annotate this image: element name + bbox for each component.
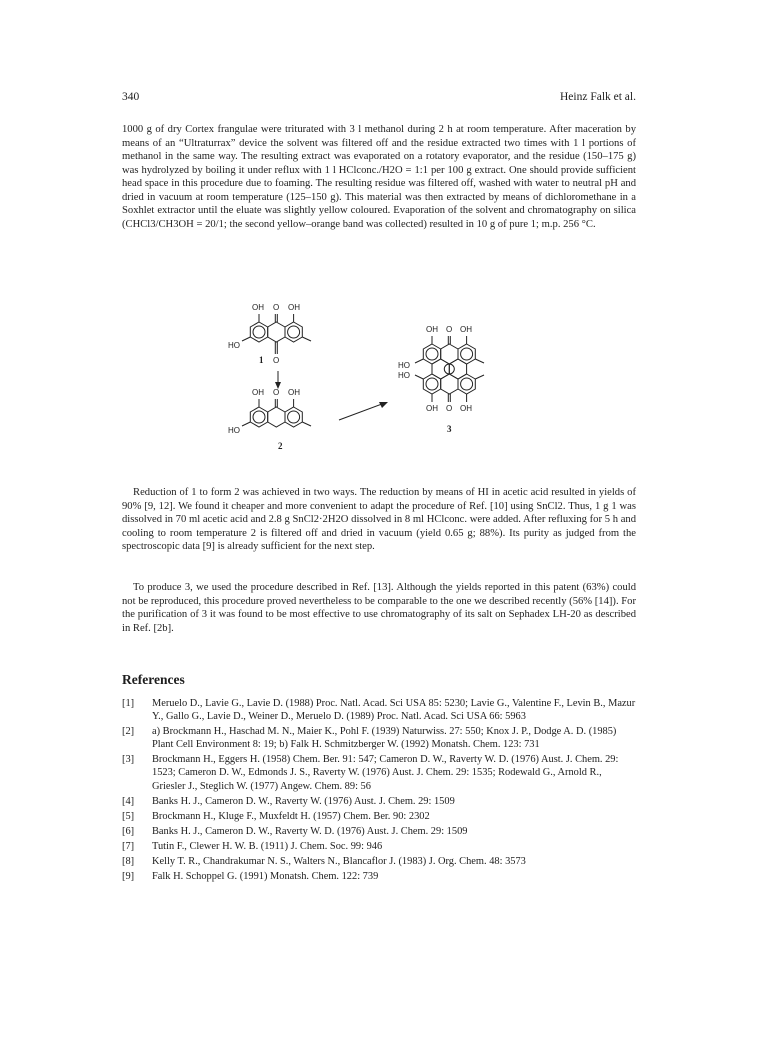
reference-number: [3] xyxy=(122,754,135,766)
reference-number: [9] xyxy=(122,871,135,883)
reference-item xyxy=(122,810,636,823)
ho-label: HO xyxy=(228,426,240,435)
chemical-structures-figure xyxy=(222,292,522,462)
reference-text: a) Brockmann H., Haschad M. N., Maier K., Pohl F. (1939) Naturwiss. 27: 550; Knox J. P., Dodge A. D. (1985) Plant Cell Environment 8: 19; b) Falk H. Schmitzberger W. (1992) Monatsh. Chem. 123: 731 xyxy=(152,726,617,751)
ho-label: HO xyxy=(228,341,240,350)
paragraph-isolation: 1000 g of dry Cortex frangulae were triturated with 3 l methanol during 2 h at room temperature. After maceration by means of an “Ultraturrax” device the solvent was filtered off and the residue extracted two times with 1 l portions of methanol in the same way. The resulting extract was evaporated on a rotatory evaporator, and the residue (150–175 g) was hydrolyzed by boiling it under reflux with 1 l HClconc./H2O = 1:1 per 100 g extract. One should provide sufficient head space in this procedure due to foaming. The resulting residue was filtered off, washed with water to neutral pH and dried in vacuum at room temperature (125–150 g). This material was then extracted by means of dichloromethane in a Soxhlet extractor until the eluate was slightly yellow coloured. Evaporation of the solvent and chromatography on silica (CHCl3/CH3OH = 20/1; the second yellow–orange band was collected) resulted in 10 g of pure 1; m.p. 256 °C. xyxy=(122,124,636,230)
paragraph-reduction: Reduction of 1 to form 2 was achieved in two ways. The reduction by means of HI in acetic acid resulted in yields of 90% [9, 12]. We found it cheaper and more convenient to adapt the procedure of Ref. [10] using SnCl2. Thus, 1 g 1 was dissolved in 70 ml acetic acid and 2.8 g SnCl2·2H2O dissolved in 8 ml HClconc. were added. After refluxing for 5 h and cooling to room temperature 2 is filtered off and dried in vacuum (yield 0.65 g; 88%). Its purity as judged from the spectroscopic data [9] is already sufficient for the next step. xyxy=(122,487,636,552)
reference-item xyxy=(122,795,636,808)
oh-label: OH xyxy=(252,303,264,312)
reference-number: [5] xyxy=(122,810,135,822)
ho-label: HO xyxy=(398,361,410,370)
reference-text: Banks H. J., Cameron D. W., Raverty W. (1976) Aust. J. Chem. 29: 1509 xyxy=(152,795,455,807)
reference-text: Meruelo D., Lavie G., Lavie D. (1988) Proc. Natl. Acad. Sci USA 85: 5230; Lavie G., Valentine F., Levin B., Mazur Y., Gallo G., Lavie D., Weiner D., Meruelo D. (1989) Proc. Natl. Acad. Sci USA 66: 5963 xyxy=(152,698,636,723)
oh-label: OH xyxy=(252,388,264,397)
oh-label: OH xyxy=(460,325,472,334)
reference-text: Tutin F., Clewer H. W. B. (1911) J. Chem. Soc. 99: 946 xyxy=(152,840,383,852)
reference-number: [7] xyxy=(122,840,135,852)
oh-label: OH xyxy=(426,404,438,413)
oh-label: OH xyxy=(288,303,300,312)
compound-3-label: 3 xyxy=(447,424,452,434)
references-heading: References xyxy=(122,672,185,687)
o-label: O xyxy=(446,325,453,334)
compound-3-rings xyxy=(415,336,484,402)
o-label: O xyxy=(273,303,280,312)
o-label: O xyxy=(446,404,453,413)
arrow-right-line xyxy=(339,404,382,420)
reference-item xyxy=(122,825,636,838)
reference-number: [2] xyxy=(122,726,135,738)
oh-label: OH xyxy=(426,325,438,334)
oh-label: OH xyxy=(288,388,300,397)
reference-item xyxy=(122,840,636,853)
page-header xyxy=(122,91,636,107)
compound-1-label: 1 xyxy=(259,355,264,365)
reference-item xyxy=(122,753,636,792)
reference-list xyxy=(122,697,636,885)
page-number: 340 xyxy=(122,91,140,103)
reference-number: [8] xyxy=(122,856,135,868)
reference-text: Banks H. J., Cameron D. W., Raverty W. D. (1976) Aust. J. Chem. 29: 1509 xyxy=(152,825,468,837)
o-label: O xyxy=(273,388,280,397)
reference-text: Kelly T. R., Chandrakumar N. S., Walters N., Blancaflor J. (1983) J. Org. Chem. 48: 3573 xyxy=(152,856,526,868)
reference-text: Brockmann H., Kluge F., Muxfeldt H. (1957) Chem. Ber. 90: 2302 xyxy=(152,810,430,822)
reference-text: Brockmann H., Eggers H. (1958) Chem. Ber. 91: 547; Cameron D. W., Raverty W. D. (1976) Aust. J. Chem. 29: 1523; Cameron D. W., Edmonds J. S., Raverty W. (1976) Aust. J. Chem. 29: 1535; Rodewald G., Arnold R., Griesler J., Steglich W. (1977) Angew. Chem. 89: 56 xyxy=(152,754,619,792)
compound-2-rings xyxy=(242,399,311,427)
o-label: O xyxy=(273,356,280,365)
oh-label: OH xyxy=(460,404,472,413)
reference-text: Falk H. Schoppel G. (1991) Monatsh. Chem. 122: 739 xyxy=(152,871,379,883)
reference-number: [1] xyxy=(122,698,135,709)
reference-item xyxy=(122,855,636,868)
compound-2-label: 2 xyxy=(278,441,283,451)
reference-item xyxy=(122,870,636,883)
compound-1-rings xyxy=(242,314,311,354)
reference-number: [4] xyxy=(122,795,135,807)
reference-number: [6] xyxy=(122,825,135,837)
running-head: Heinz Falk et al. xyxy=(559,91,636,103)
paragraph-production: To produce 3, we used the procedure described in Ref. [13]. Although the yields reported in this patent (63%) could not be reproduced, this procedure proved nevertheless to be comparable to the one we described recently (56% [14]). For the purification of 3 it was found to be most effective to use chromatography of its salt on Sephadex LH-20 as described in Ref. [2b]. xyxy=(122,582,636,634)
reaction-scheme xyxy=(222,292,522,462)
ho-label: HO xyxy=(398,371,410,380)
reference-item xyxy=(122,725,636,751)
reference-item xyxy=(122,697,636,723)
